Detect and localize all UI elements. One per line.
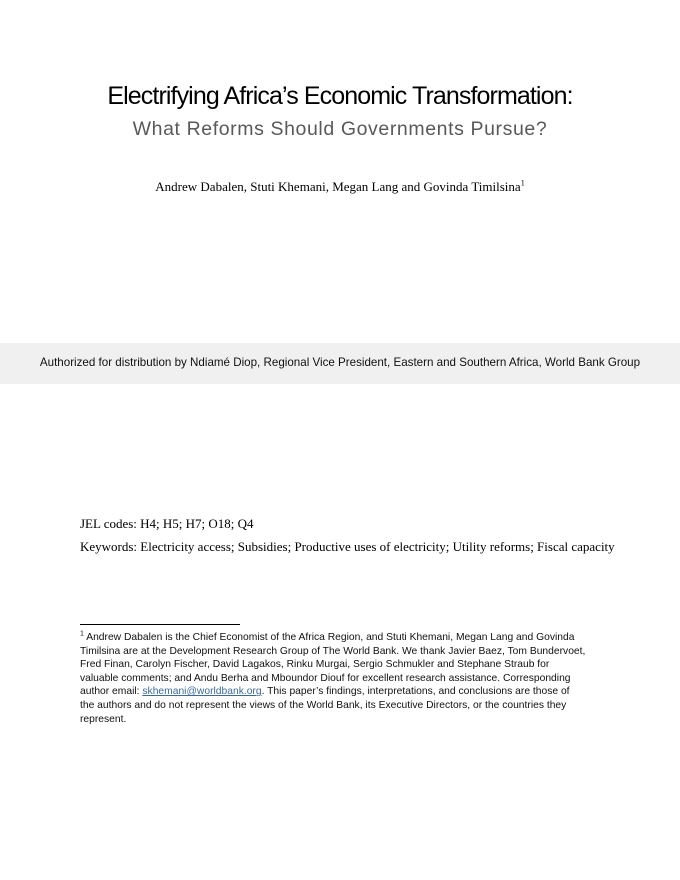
footnote [80, 631, 600, 726]
footnote-text: . This paper’s findings, interpretations, and conclusions are those of [261, 686, 570, 698]
authorization-band [0, 343, 680, 384]
author-list [0, 179, 680, 195]
footnote-line: represent. [80, 713, 127, 725]
footnote-line: Timilsina are at the Development Research Group of The World Bank. We thank Javier Baez, Tom Bundervoet, [80, 645, 586, 657]
paper-title: Electrifying Africa’s Economic Transformation: [107, 82, 573, 110]
footnote-text: author email: [80, 686, 143, 698]
author-names: Andrew Dabalen, Stuti Khemani, Megan Lang and Govinda Timilsina [155, 179, 521, 194]
keywords: Keywords: Electricity access; Subsidies; Productive uses of electricity; Utility reforms; Fiscal capacity [80, 539, 615, 554]
paper-subtitle: What Reforms Should Governments Pursue? [132, 118, 548, 140]
footnote-line [80, 631, 600, 645]
footnote-text: Andrew Dabalen is the Chief Economist of the Africa Region, and Stuti Khemani, Megan Lang and Govinda [83, 632, 575, 643]
jel-codes: JEL codes: H4; H5; H7; O18; Q4 [80, 516, 254, 531]
footnote-separator [80, 624, 240, 625]
footnote-line: the authors and do not represent the views of the World Bank, its Executive Directors, or the countries they [80, 699, 567, 711]
footnote-line: valuable comments; and Andu Berha and Mboundor Diouf for excellent research assistance. Corresponding [80, 672, 571, 684]
author-footnote-marker[interactable]: 1 [520, 178, 525, 188]
footnote-line [80, 685, 600, 699]
footnote-line: Fred Finan, Carolyn Fischer, David Lagakos, Rinku Murgai, Sergio Schmukler and Stephane Straub for [80, 659, 550, 671]
author-email-link[interactable]: skhemani@worldbank.org [142, 686, 262, 698]
authorization-text: Authorized for distribution by Ndiamé Diop, Regional Vice President, Eastern and Southern Africa, World Bank Group [39, 356, 641, 369]
footnote-marker: 1 [80, 630, 84, 638]
